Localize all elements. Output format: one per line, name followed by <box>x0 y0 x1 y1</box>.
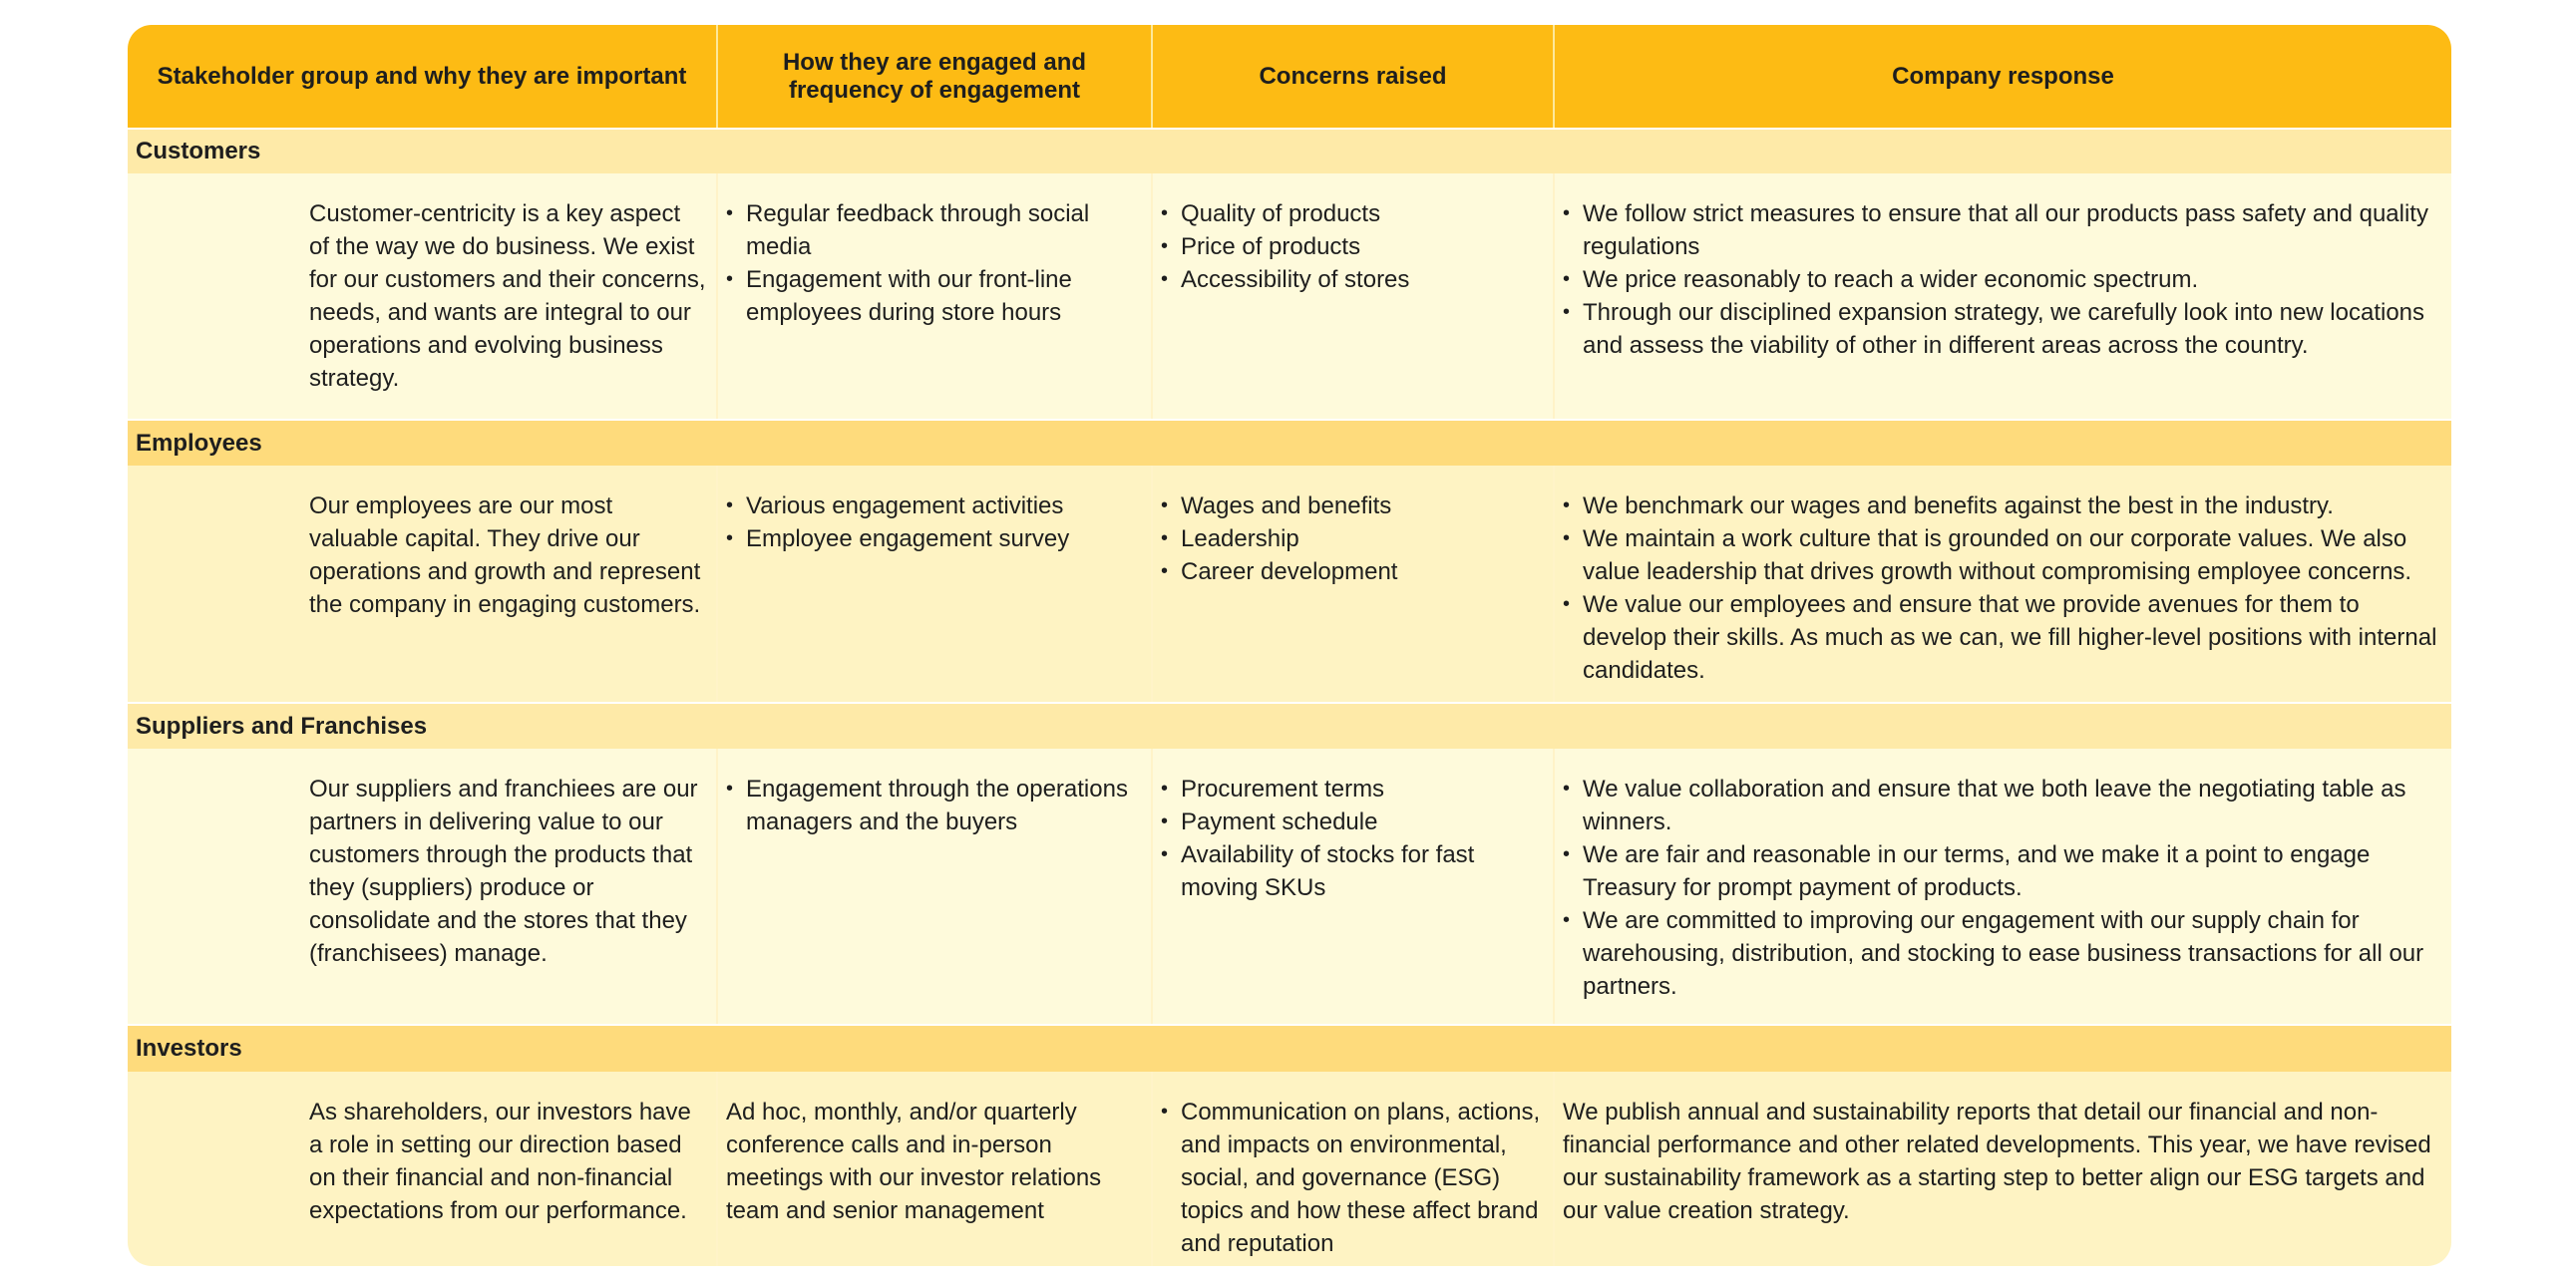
list-item: • We value our employees and ensure that we provide avenues for them to develop their skills. As much as we can, we fill higher-level positions with internal candidates. <box>1563 588 2441 687</box>
engagement-text: Ad hoc, monthly, and/or quarterly conference calls and in-person meetings with our investor relations team and senior management <box>718 1072 1153 1266</box>
list-item: • Accessibility of stores <box>1161 263 1543 296</box>
group-title-employees: Employees <box>128 419 2451 466</box>
table-header <box>128 25 2451 128</box>
list-item: • Procurement terms <box>1161 773 1543 805</box>
list-item: • Availability of stocks for fast moving SKUs <box>1161 838 1543 904</box>
response-cell <box>1555 173 2451 419</box>
list-item: • We follow strict measures to ensure that all our products pass safety and quality regulations <box>1563 197 2441 263</box>
header-stakeholder-group: Stakeholder group and why they are important <box>128 25 718 128</box>
concerns-cell <box>1153 1072 1555 1266</box>
response-text: We publish annual and sustainability reports that detail our financial and non-financial performance and other related developments. This year, we have revised our sustainability framework as a starting step to better align our ESG targets and our value creation strategy. <box>1563 1099 2431 1224</box>
table-row <box>128 1072 2451 1266</box>
list-item: • We benchmark our wages and benefits against the best in the industry. <box>1563 489 2441 522</box>
concerns-cell <box>1153 173 1555 419</box>
header-engagement: How they are engaged and frequency of engagement <box>718 25 1153 128</box>
table-row <box>128 466 2451 702</box>
list-item: • Career development <box>1161 555 1543 588</box>
list-item: • Wages and benefits <box>1161 489 1543 522</box>
header-concerns: Concerns raised <box>1153 25 1555 128</box>
engagement-cell <box>718 749 1153 1024</box>
list-item: • Engagement with our front-line employees during store hours <box>726 263 1141 329</box>
list-item: • Communication on plans, actions, and impacts on environmental, social, and governance (ESG) topics and how these affect brand and reputation <box>1161 1096 1543 1260</box>
list-item: • Payment schedule <box>1161 805 1543 838</box>
list-item: • Engagement through the operations managers and the buyers <box>726 773 1141 838</box>
engagement-cell <box>718 173 1153 419</box>
stakeholder-table <box>128 25 2451 1266</box>
engagement-cell <box>718 466 1153 702</box>
concerns-cell <box>1153 466 1555 702</box>
list-item: • Leadership <box>1161 522 1543 555</box>
table-row <box>128 749 2451 1024</box>
importance-text: Our employees are our most valuable capital. They drive our operations and growth and represent the company in engaging customers. <box>128 466 718 702</box>
list-item: • Quality of products <box>1161 197 1543 230</box>
group-title-investors: Investors <box>128 1024 2451 1072</box>
list-item: • We are fair and reasonable in our terms, and we make it a point to engage Treasury for prompt payment of products. <box>1563 838 2441 904</box>
concerns-cell <box>1153 749 1555 1024</box>
list-item: • We are committed to improving our engagement with our supply chain for warehousing, distribution, and stocking to ease business transactions for all our partners. <box>1563 904 2441 1003</box>
list-item: • We value collaboration and ensure that we both leave the negotiating table as winners. <box>1563 773 2441 838</box>
list-item: • We maintain a work culture that is grounded on our corporate values. We also value leadership that drives growth without compromising employee concerns. <box>1563 522 2441 588</box>
group-title-customers: Customers <box>128 128 2451 173</box>
group-title-suppliers: Suppliers and Franchises <box>128 702 2451 749</box>
importance-text: Customer-centricity is a key aspect of the way we do business. We exist for our customers and their concerns, needs, and wants are integral to our operations and evolving business strategy. <box>128 173 718 419</box>
importance-text: As shareholders, our investors have a role in setting our direction based on their financial and non-financial expectations from our performance. <box>128 1072 718 1266</box>
header-company-response: Company response <box>1892 62 2114 90</box>
list-item: • Price of products <box>1161 230 1543 263</box>
list-item: • We price reasonably to reach a wider economic spectrum. <box>1563 263 2441 296</box>
response-cell <box>1555 466 2451 702</box>
list-item: • Through our disciplined expansion strategy, we carefully look into new locations and assess the viability of other in different areas across the country. <box>1563 296 2441 362</box>
list-item: • Various engagement activities <box>726 489 1141 522</box>
list-item: • Regular feedback through social media <box>726 197 1141 263</box>
list-item: • Employee engagement survey <box>726 522 1141 555</box>
importance-text: Our suppliers and franchiees are our partners in delivering value to our customers through the products that they (suppliers) produce or consolidate and the stores that they (franchisees) manage. <box>128 749 718 1024</box>
table-row <box>128 173 2451 419</box>
response-cell <box>1555 749 2451 1024</box>
